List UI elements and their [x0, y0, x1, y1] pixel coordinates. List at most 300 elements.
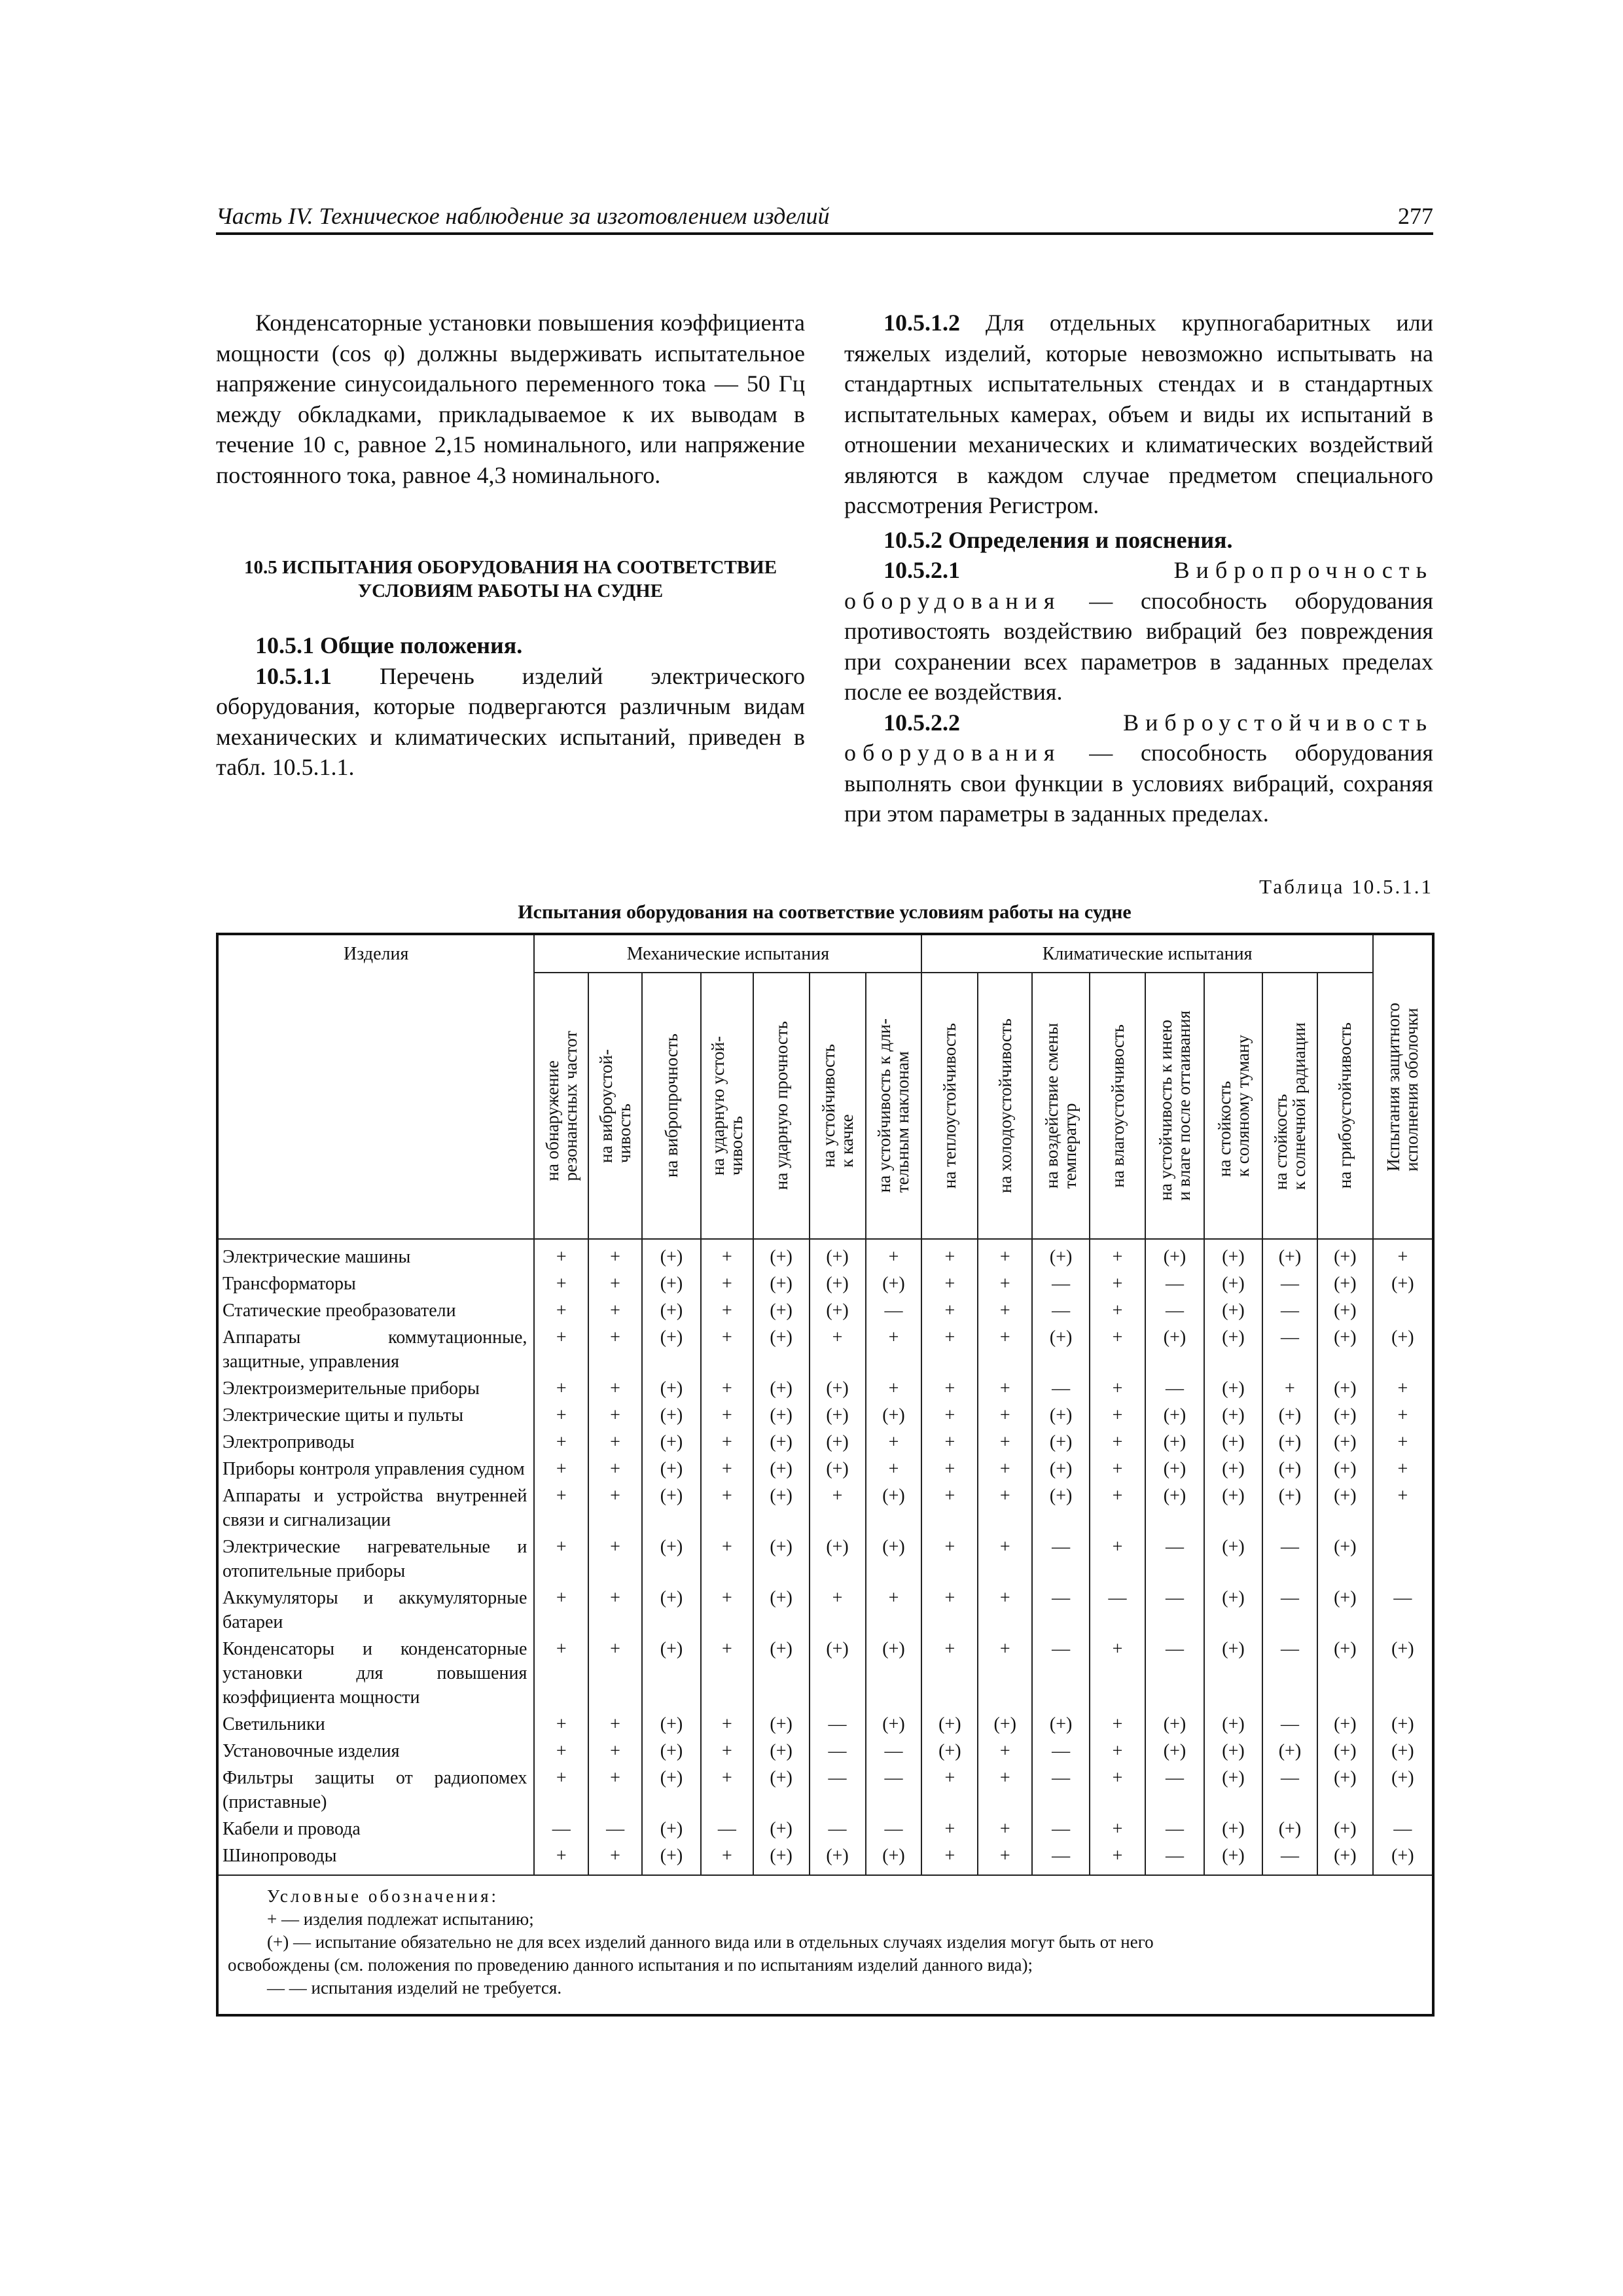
test-mark: (+) — [1204, 1429, 1262, 1456]
table-row — [217, 1239, 1433, 1270]
column-header-enclosure: Испытания защитного исполнения оболочки — [1373, 934, 1433, 1239]
test-mark: + — [588, 1711, 642, 1738]
test-mark: + — [1262, 1375, 1317, 1402]
paragraph-10-5-1-1: 10.5.1.1 Перечень изделий электрического оборудования, которые подвергаются различным видам механических и климатических испытаний, приведен в табл. 10.5.1.1. — [216, 662, 805, 780]
test-mark: (+) — [642, 1816, 701, 1842]
column-header-test: на воздействие смены температур — [1032, 973, 1090, 1239]
test-mark: + — [1090, 1239, 1145, 1270]
test-mark: (+) — [1204, 1402, 1262, 1429]
test-mark: + — [1090, 1636, 1145, 1711]
test-mark: + — [534, 1375, 588, 1402]
test-mark: (+) — [1373, 1842, 1433, 1875]
test-mark: + — [1090, 1842, 1145, 1875]
test-mark: (+) — [1317, 1429, 1373, 1456]
test-mark: (+) — [1317, 1534, 1373, 1585]
test-mark: (+) — [642, 1738, 701, 1765]
test-mark: + — [866, 1429, 922, 1456]
item-name: Аппараты коммутационные, защитные, управления — [217, 1324, 534, 1375]
test-mark: + — [1090, 1711, 1145, 1738]
test-mark: — — [1145, 1270, 1204, 1297]
test-mark: (+) — [753, 1816, 810, 1842]
legend-title: Условные обозначения: — [267, 1886, 499, 1906]
item-name: Кабели и провода — [217, 1816, 534, 1842]
test-mark: + — [1090, 1456, 1145, 1482]
test-mark: (+) — [866, 1534, 922, 1585]
test-mark: + — [588, 1324, 642, 1375]
page-header — [216, 200, 1433, 235]
test-mark: + — [921, 1482, 978, 1534]
test-mark: + — [978, 1239, 1032, 1270]
test-mark: + — [866, 1324, 922, 1375]
test-mark: (+) — [1262, 1429, 1317, 1456]
test-mark: (+) — [753, 1585, 810, 1636]
test-mark: (+) — [1373, 1636, 1433, 1711]
test-mark: + — [588, 1738, 642, 1765]
test-mark: (+) — [810, 1842, 866, 1875]
column-header-test: на устойчивость к дли- тельным наклонам — [866, 973, 922, 1239]
test-mark: + — [978, 1636, 1032, 1711]
test-mark: (+) — [753, 1429, 810, 1456]
item-name: Электроприводы — [217, 1429, 534, 1456]
test-mark: — — [1032, 1375, 1090, 1402]
test-mark: (+) — [753, 1402, 810, 1429]
table-row — [217, 1402, 1433, 1429]
test-mark: (+) — [1145, 1324, 1204, 1375]
test-mark: + — [978, 1324, 1032, 1375]
test-mark: — — [701, 1816, 753, 1842]
table-row — [217, 1842, 1433, 1875]
test-mark: + — [978, 1842, 1032, 1875]
legend-paren-continued: освобождены (см. положения по проведению данного испытания и по испытаниям изделий данного вида); — [228, 1955, 1033, 1975]
table-row — [217, 1429, 1433, 1456]
test-mark: + — [701, 1239, 753, 1270]
test-mark: (+) — [921, 1738, 978, 1765]
test-mark: — — [1032, 1297, 1090, 1324]
test-mark: (+) — [866, 1842, 922, 1875]
test-mark: (+) — [1032, 1456, 1090, 1482]
test-mark: — — [1145, 1375, 1204, 1402]
test-mark: + — [701, 1711, 753, 1738]
test-mark: (+) — [866, 1636, 922, 1711]
test-mark: + — [588, 1375, 642, 1402]
test-mark: + — [1373, 1375, 1433, 1402]
test-mark: + — [978, 1534, 1032, 1585]
test-mark: + — [534, 1738, 588, 1765]
test-mark: (+) — [753, 1324, 810, 1375]
test-mark: (+) — [1262, 1482, 1317, 1534]
paragraph-10-5-1-2: 10.5.1.2 Для отдельных крупногабаритных или тяжелых изделий, которые невозможно испытывать на стандартных испытательных стендах и в стандартных испытательных камерах, объем и виды их испытаний в отношении механических и климатических воздействий являются в каждом случае предметом специального рассмотрения Регистром. — [844, 310, 1434, 518]
test-mark: (+) — [753, 1842, 810, 1875]
sub-heading-definitions: 10.5.2 Определения и пояснения. — [883, 526, 1233, 553]
test-mark: + — [978, 1270, 1032, 1297]
test-mark: — — [1032, 1585, 1090, 1636]
legend-plus: + — изделия подлежат испытанию; — [267, 1909, 534, 1929]
test-mark: (+) — [810, 1636, 866, 1711]
test-mark: (+) — [866, 1482, 922, 1534]
test-mark: (+) — [1317, 1402, 1373, 1429]
test-mark: (+) — [1032, 1429, 1090, 1456]
test-mark: (+) — [753, 1711, 810, 1738]
test-mark: (+) — [642, 1239, 701, 1270]
test-mark: (+) — [753, 1636, 810, 1711]
test-mark: + — [1090, 1324, 1145, 1375]
test-mark: (+) — [1032, 1239, 1090, 1270]
test-mark: + — [534, 1239, 588, 1270]
test-mark: + — [978, 1738, 1032, 1765]
test-mark: (+) — [1317, 1375, 1373, 1402]
test-mark: (+) — [642, 1375, 701, 1402]
test-mark: + — [921, 1816, 978, 1842]
test-mark: + — [921, 1402, 978, 1429]
test-mark: + — [701, 1842, 753, 1875]
test-mark: (+) — [1145, 1711, 1204, 1738]
test-mark: — — [1145, 1297, 1204, 1324]
column-header-items: Изделия — [217, 934, 534, 1239]
test-mark: (+) — [1317, 1482, 1373, 1534]
item-name: Аккумуляторы и аккумуляторные батареи — [217, 1585, 534, 1636]
test-mark: (+) — [1373, 1765, 1433, 1816]
paragraph-10-5-2-1: 10.5.2.1 Вибропрочность оборудования — способность оборудования противостоять воздействию вибраций без повреждения при сохранении всех параметров в заданных пределах после ее воздействия. — [844, 557, 1433, 705]
test-mark: (+) — [642, 1534, 701, 1585]
test-mark: + — [978, 1765, 1032, 1816]
test-mark: + — [701, 1429, 753, 1456]
test-mark: (+) — [753, 1738, 810, 1765]
test-mark: (+) — [1204, 1375, 1262, 1402]
test-mark: (+) — [866, 1402, 922, 1429]
test-mark: — — [810, 1711, 866, 1738]
item-name: Установочные изделия — [217, 1738, 534, 1765]
column-header-test: на стойкость к солнечной радиации — [1262, 973, 1317, 1239]
test-mark: (+) — [810, 1239, 866, 1270]
test-mark: (+) — [810, 1375, 866, 1402]
test-mark: + — [921, 1585, 978, 1636]
test-mark: — — [1145, 1534, 1204, 1585]
test-mark: — — [1145, 1585, 1204, 1636]
test-mark: + — [921, 1297, 978, 1324]
test-mark: (+) — [642, 1324, 701, 1375]
test-mark: (+) — [866, 1270, 922, 1297]
test-mark: + — [534, 1482, 588, 1534]
test-mark: (+) — [753, 1239, 810, 1270]
column-header-test: на ударную прочность — [753, 973, 810, 1239]
test-mark: (+) — [1317, 1239, 1373, 1270]
column-header-test: на устойчивость к инею и влаге после оттаивания — [1145, 973, 1204, 1239]
test-mark: — — [1032, 1636, 1090, 1711]
test-mark: (+) — [1145, 1429, 1204, 1456]
test-mark: + — [1090, 1738, 1145, 1765]
table-row — [217, 1534, 1433, 1585]
test-mark: (+) — [753, 1482, 810, 1534]
test-mark: (+) — [1204, 1482, 1262, 1534]
test-mark: — — [1032, 1842, 1090, 1875]
test-mark: + — [921, 1636, 978, 1711]
test-mark: (+) — [1317, 1585, 1373, 1636]
test-mark: (+) — [1262, 1456, 1317, 1482]
test-mark: — — [588, 1816, 642, 1842]
test-mark: + — [701, 1456, 753, 1482]
test-mark: (+) — [1204, 1842, 1262, 1875]
test-mark: (+) — [1317, 1456, 1373, 1482]
test-mark: (+) — [1204, 1324, 1262, 1375]
sub-heading: 10.5.1 Общие положения. — [255, 632, 523, 658]
test-mark: (+) — [1262, 1816, 1317, 1842]
item-name: Светильники — [217, 1711, 534, 1738]
test-mark: + — [1090, 1816, 1145, 1842]
column-header-test: на влагоустойчивость — [1090, 973, 1145, 1239]
test-mark: + — [588, 1402, 642, 1429]
test-mark: + — [534, 1324, 588, 1375]
test-mark: (+) — [753, 1765, 810, 1816]
test-mark: — — [1262, 1270, 1317, 1297]
test-mark: (+) — [1145, 1456, 1204, 1482]
test-mark: — — [1373, 1585, 1433, 1636]
term: Вибропрочность оборудования — [844, 557, 1433, 614]
test-mark: (+) — [642, 1297, 701, 1324]
test-mark: — — [1090, 1585, 1145, 1636]
test-mark: (+) — [1204, 1456, 1262, 1482]
test-mark: (+) — [642, 1482, 701, 1534]
test-mark: (+) — [753, 1534, 810, 1585]
test-mark: (+) — [1204, 1270, 1262, 1297]
test-mark: + — [701, 1585, 753, 1636]
test-mark — [1373, 1534, 1433, 1585]
page-number: 277 — [1398, 203, 1433, 229]
test-mark: (+) — [1204, 1816, 1262, 1842]
test-mark: (+) — [1262, 1738, 1317, 1765]
test-mark: + — [588, 1456, 642, 1482]
test-mark: — — [1032, 1534, 1090, 1585]
item-name: Трансформаторы — [217, 1270, 534, 1297]
test-mark: (+) — [1317, 1711, 1373, 1738]
test-mark: (+) — [753, 1456, 810, 1482]
test-mark: + — [534, 1456, 588, 1482]
test-mark: (+) — [921, 1711, 978, 1738]
test-mark: + — [866, 1585, 922, 1636]
test-mark: + — [921, 1842, 978, 1875]
test-mark: + — [1090, 1765, 1145, 1816]
column-header-test: на обнаружение резонансных частот — [534, 973, 588, 1239]
test-mark: + — [701, 1738, 753, 1765]
test-mark: + — [588, 1534, 642, 1585]
test-mark: (+) — [642, 1585, 701, 1636]
table-row — [217, 1270, 1433, 1297]
test-mark: + — [810, 1324, 866, 1375]
paragraph-10-5-2-2: 10.5.2.2 Виброустойчивость оборудования — способность оборудования выполнять свои функции в условиях вибраций, сохраняя при этом параметры в заданных пределах. — [844, 709, 1433, 827]
test-mark: + — [978, 1585, 1032, 1636]
test-mark: — — [1373, 1816, 1433, 1842]
item-name: Электрические нагревательные и отопительные приборы — [217, 1534, 534, 1585]
test-mark: (+) — [1317, 1297, 1373, 1324]
table-row — [217, 1765, 1433, 1816]
test-mark: + — [588, 1482, 642, 1534]
test-mark: (+) — [1204, 1585, 1262, 1636]
test-mark: + — [534, 1270, 588, 1297]
test-mark: + — [588, 1270, 642, 1297]
column-header-test: на ударную устой- чивость — [701, 973, 753, 1239]
test-mark: + — [921, 1270, 978, 1297]
test-mark: (+) — [810, 1402, 866, 1429]
test-mark: — — [1262, 1324, 1317, 1375]
test-mark: + — [921, 1375, 978, 1402]
test-mark: + — [534, 1765, 588, 1816]
test-mark: + — [978, 1402, 1032, 1429]
running-title: Часть IV. Техническое наблюдение за изготовлением изделий — [216, 203, 830, 229]
column-header-test: на холодоустойчивость — [978, 973, 1032, 1239]
item-name: Аппараты и устройства внутренней связи и сигнализации — [217, 1482, 534, 1534]
item-name: Электрические машины — [217, 1239, 534, 1270]
test-mark: + — [534, 1585, 588, 1636]
table-title: Испытания оборудования на соответствие условиям работы на судне — [518, 901, 1132, 923]
test-mark: + — [810, 1585, 866, 1636]
test-mark: (+) — [810, 1429, 866, 1456]
test-mark: — — [866, 1738, 922, 1765]
test-mark: + — [534, 1402, 588, 1429]
test-mark: + — [1373, 1482, 1433, 1534]
test-mark: + — [534, 1534, 588, 1585]
test-mark: — — [1032, 1270, 1090, 1297]
section-title: 10.5 ИСПЫТАНИЯ ОБОРУДОВАНИЯ НА СООТВЕТСТВИЕ УСЛОВИЯМ РАБОТЫ НА СУДНЕ — [243, 557, 777, 601]
item-name: Конденсаторы и конденсаторные установки для повышения коэффициента мощности — [217, 1636, 534, 1711]
test-mark: (+) — [1373, 1738, 1433, 1765]
test-mark: + — [701, 1636, 753, 1711]
test-mark: (+) — [1373, 1270, 1433, 1297]
clause-number: 10.5.2.2 — [883, 709, 960, 736]
test-mark: + — [588, 1239, 642, 1270]
test-mark: + — [866, 1239, 922, 1270]
test-mark: + — [866, 1375, 922, 1402]
test-mark: — — [1032, 1816, 1090, 1842]
test-mark: + — [701, 1482, 753, 1534]
test-mark: + — [701, 1270, 753, 1297]
test-mark: (+) — [642, 1711, 701, 1738]
table-row — [217, 1482, 1433, 1534]
test-mark: — — [1145, 1636, 1204, 1711]
test-mark: (+) — [1204, 1711, 1262, 1738]
item-name: Приборы контроля управления судном — [217, 1456, 534, 1482]
test-mark: (+) — [1373, 1711, 1433, 1738]
test-mark: — — [810, 1765, 866, 1816]
test-mark: — — [1262, 1297, 1317, 1324]
test-mark: + — [978, 1429, 1032, 1456]
test-mark: + — [866, 1456, 922, 1482]
clause-number: 10.5.2.1 — [883, 557, 960, 583]
test-mark: (+) — [753, 1375, 810, 1402]
column-header-test: на теплоустойчивость — [921, 973, 978, 1239]
test-mark: + — [534, 1711, 588, 1738]
test-mark: + — [978, 1297, 1032, 1324]
test-mark: — — [866, 1297, 922, 1324]
test-mark: — — [1262, 1636, 1317, 1711]
table-row — [217, 1738, 1433, 1765]
test-mark: + — [534, 1429, 588, 1456]
test-mark: + — [588, 1429, 642, 1456]
test-mark: (+) — [642, 1270, 701, 1297]
test-mark: (+) — [1317, 1636, 1373, 1711]
test-mark: + — [1090, 1402, 1145, 1429]
test-mark: — — [810, 1816, 866, 1842]
test-mark: + — [701, 1402, 753, 1429]
test-mark: (+) — [1317, 1738, 1373, 1765]
test-mark: + — [921, 1534, 978, 1585]
column-header-test: на вибропрочность — [642, 973, 701, 1239]
test-mark: + — [534, 1842, 588, 1875]
test-mark: + — [978, 1816, 1032, 1842]
test-mark: — — [1145, 1816, 1204, 1842]
test-mark: (+) — [1317, 1270, 1373, 1297]
right-column — [844, 308, 1433, 829]
paragraph-capacitors: Конденсаторные установки повышения коэффициента мощности (cos φ) должны выдерживать испытательное напряжение синусоидального переменного тока — 50 Гц между обкладками, прикладываемое к их выводам в течение 10 с, равное 2,15 номинального, или напряжение постоянного тока, равное 4,3 номинального. — [216, 310, 805, 488]
test-mark: (+) — [1145, 1402, 1204, 1429]
legend-paren: (+) — испытание обязательно не для всех изделий данного вида или в отдельных случаях изделия могут быть от него — [267, 1932, 1154, 1952]
test-mark: (+) — [810, 1297, 866, 1324]
test-mark: + — [921, 1239, 978, 1270]
test-mark: (+) — [1145, 1482, 1204, 1534]
test-mark: (+) — [1204, 1636, 1262, 1711]
test-mark: + — [588, 1765, 642, 1816]
test-mark: + — [701, 1297, 753, 1324]
test-mark: + — [1373, 1429, 1433, 1456]
test-mark: (+) — [1317, 1842, 1373, 1875]
test-mark: + — [978, 1375, 1032, 1402]
test-mark: (+) — [1204, 1297, 1262, 1324]
test-mark: — — [810, 1738, 866, 1765]
table-row — [217, 1375, 1433, 1402]
table-row — [217, 1636, 1433, 1711]
test-mark: (+) — [642, 1842, 701, 1875]
test-mark: (+) — [1145, 1738, 1204, 1765]
test-mark: + — [588, 1585, 642, 1636]
test-mark: — — [866, 1816, 922, 1842]
test-mark: (+) — [1032, 1324, 1090, 1375]
test-mark: + — [534, 1297, 588, 1324]
test-mark: — — [1262, 1585, 1317, 1636]
table-row — [217, 1456, 1433, 1482]
column-header-test: на стойкость к соляному туману — [1204, 973, 1262, 1239]
test-mark: — — [1032, 1738, 1090, 1765]
test-mark: + — [1090, 1482, 1145, 1534]
test-mark: (+) — [1145, 1239, 1204, 1270]
test-mark: (+) — [1262, 1402, 1317, 1429]
item-name: Фильтры защиты от радиопомех (приставные) — [217, 1765, 534, 1816]
test-mark: + — [588, 1842, 642, 1875]
test-mark: + — [1090, 1375, 1145, 1402]
legend — [217, 1875, 1433, 2015]
table-label: Таблица 10.5.1.1 — [1259, 875, 1433, 898]
left-column — [216, 308, 805, 783]
group-header-mechanical: Механические испытания — [534, 934, 921, 973]
test-mark: + — [921, 1765, 978, 1816]
test-mark: + — [701, 1375, 753, 1402]
test-mark: (+) — [810, 1456, 866, 1482]
test-mark: (+) — [642, 1636, 701, 1711]
test-mark: (+) — [753, 1270, 810, 1297]
item-name: Статические преобразователи — [217, 1297, 534, 1324]
term: Виброустойчивость оборудования — [844, 709, 1433, 766]
test-mark: — — [1145, 1765, 1204, 1816]
test-mark: + — [810, 1482, 866, 1534]
test-mark: (+) — [1204, 1534, 1262, 1585]
test-mark: + — [588, 1297, 642, 1324]
test-mark: (+) — [642, 1402, 701, 1429]
item-name: Электрические щиты и пульты — [217, 1402, 534, 1429]
test-mark: (+) — [1032, 1402, 1090, 1429]
test-mark: — — [534, 1816, 588, 1842]
test-mark: + — [1090, 1534, 1145, 1585]
tests-table — [216, 933, 1435, 2017]
test-mark: (+) — [1204, 1765, 1262, 1816]
test-mark: (+) — [642, 1456, 701, 1482]
test-mark — [1373, 1297, 1433, 1324]
